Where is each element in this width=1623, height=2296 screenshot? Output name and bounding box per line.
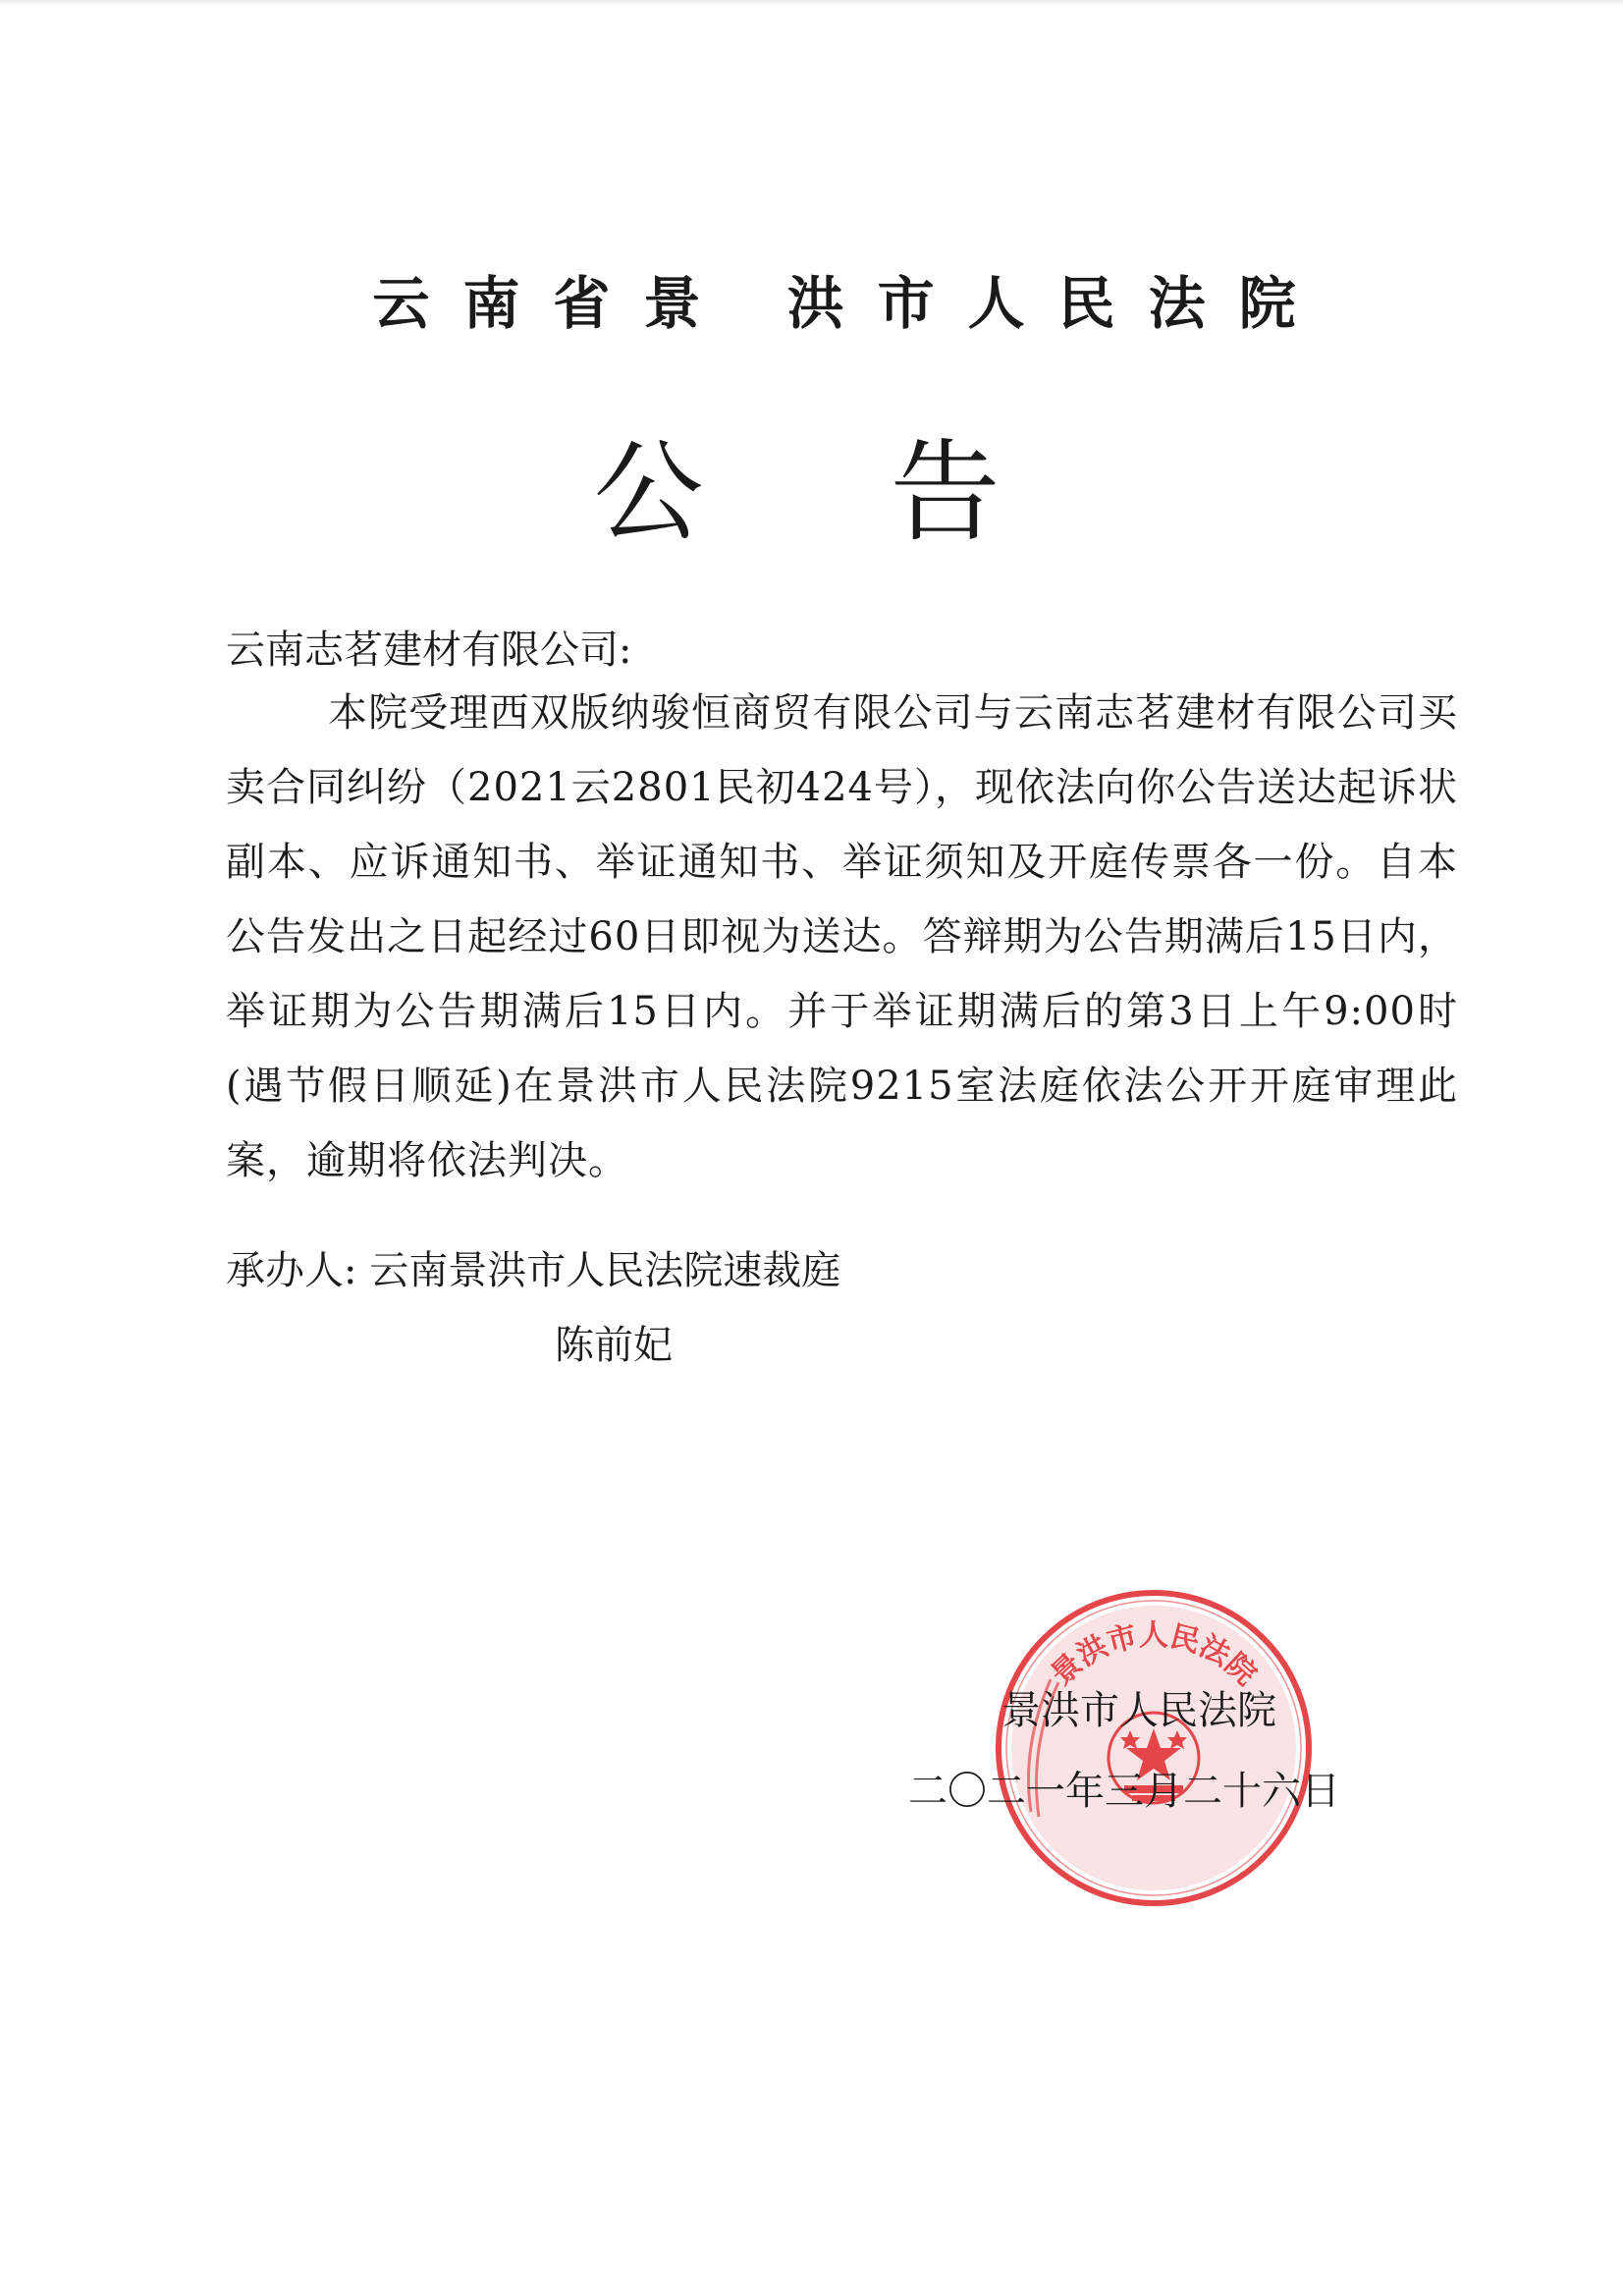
handler-line: 承办人: 云南景洪市人民法院速裁庭 <box>226 1248 841 1293</box>
seal-graphic <box>999 1593 1309 1903</box>
handler-name: 陈前妃 <box>555 1323 673 1368</box>
scan-edge <box>0 0 1623 6</box>
court-name-heading: 云南省景 洪市人民法院 <box>372 270 1329 337</box>
notice-body: 本院受理西双版纳骏恒商贸有限公司与云南志茗建材有限公司买卖合同纠纷（2021云2801民初424号），现依法向你公告送达起诉状副本、应诉通知书、举证通知书、举证须知及开庭传票各一份。自本公告发出之日起经过60日即视为送达。答辩期为公告期满后15日内，举证期为公告期满后15日内。并于举证期满后的第3日上午9:00时(遇节假日顺延)在景洪市人民法院9215室法庭依法公开开庭审理此案，逾期将依法判决。 <box>226 690 1458 1183</box>
seal-arc-text: 景洪市人民法院 <box>1044 1618 1264 1693</box>
addressee: 云南志茗建材有限公司: <box>226 628 632 673</box>
court-seal-stamp <box>992 1586 1316 1910</box>
issue-date: 二〇二一年三月二十六日 <box>908 1769 1340 1814</box>
notice-title: 公告 <box>593 429 1187 557</box>
issuer-name: 景洪市人民法院 <box>1001 1688 1276 1733</box>
